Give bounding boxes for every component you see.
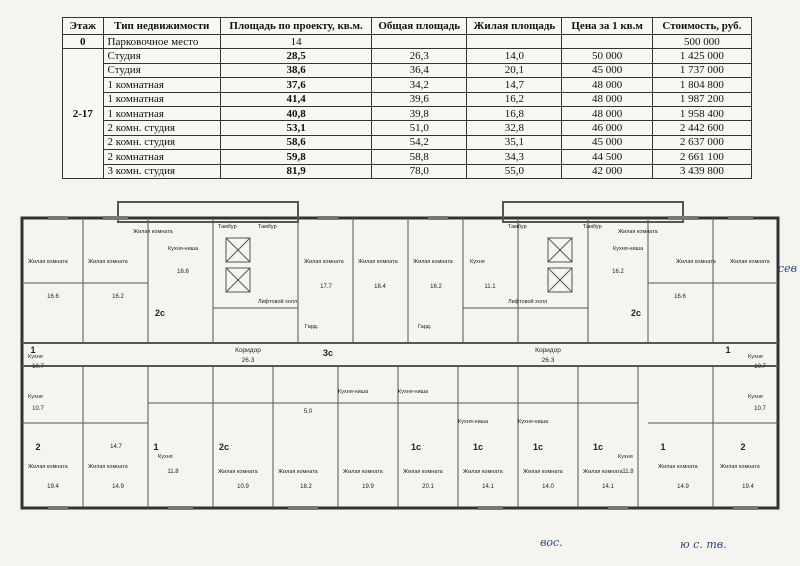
- cell-type: 2 комн. студия: [103, 135, 220, 149]
- cell-price-m2: 50 000: [562, 49, 652, 63]
- room-label: Тамбур: [258, 224, 277, 230]
- cell-type: 2 комнатная: [103, 150, 220, 164]
- room-area: 14.7: [110, 444, 122, 450]
- table-row: [63, 121, 752, 135]
- kitchen-area: 11.1: [484, 284, 496, 290]
- room-label: Жилая комната: [358, 259, 398, 265]
- room-label: Жилая комната: [278, 469, 318, 475]
- cell-price: 1 425 000: [652, 49, 751, 63]
- room-label: Жилая комната: [413, 259, 453, 265]
- room-label: Тамбур: [218, 224, 237, 230]
- room-label: Жилая комната: [88, 259, 128, 265]
- cell-total-area: 51,0: [372, 121, 467, 135]
- cell-living-area: 20,1: [467, 63, 562, 77]
- room-area: 16.2: [612, 269, 624, 275]
- room-area: 14.0: [542, 484, 554, 490]
- apt-code: 2с: [630, 308, 642, 318]
- room-label: Тамбур: [508, 224, 527, 230]
- room-label: Жилая комната: [133, 229, 173, 235]
- cell-total-area: 58,8: [372, 150, 467, 164]
- room-label: Кухня-ниша: [398, 389, 429, 395]
- room-label: Кухня: [28, 394, 43, 400]
- kitchen-area: 10.7: [754, 364, 766, 370]
- apt-code: 1с: [532, 442, 544, 452]
- cell-design-area: 40,8: [220, 106, 371, 120]
- room-label: Жилая комната: [403, 469, 443, 475]
- cell-floor-range: 2-17: [63, 49, 104, 179]
- handwritten-north: сев: [778, 262, 798, 275]
- room-label: Кухня-ниша: [338, 389, 369, 395]
- table-row: [63, 106, 752, 120]
- cell-type: Студия: [103, 63, 220, 77]
- cell-total-area: [372, 35, 467, 49]
- handwritten-east: вос.: [540, 536, 563, 549]
- cell-type: 1 комнатная: [103, 106, 220, 120]
- cell-price-m2: 45 000: [562, 63, 652, 77]
- cell-total-area: 78,0: [372, 164, 467, 178]
- table-row: [63, 150, 752, 164]
- cell-design-area: 38,6: [220, 63, 371, 77]
- cell-price-m2: 44 500: [562, 150, 652, 164]
- room-area: 19.4: [742, 484, 754, 490]
- room-label: Лифтовой холл: [258, 299, 298, 305]
- col-price: Стоимость, руб.: [652, 18, 751, 35]
- kitchen-area: 10.7: [754, 406, 766, 412]
- apt-code: 2: [35, 442, 41, 452]
- cell-living-area: 16,8: [467, 106, 562, 120]
- room-area: 16.6: [47, 294, 59, 300]
- col-design-area: Площадь по проекту, кв.м.: [220, 18, 371, 35]
- cell-type: 1 комнатная: [103, 92, 220, 106]
- cell-price: 1 737 000: [652, 63, 751, 77]
- cell-floor: 0: [63, 35, 104, 49]
- apt-code: 2с: [154, 308, 166, 318]
- room-area: 14.9: [112, 484, 124, 490]
- cell-design-area: 81,9: [220, 164, 371, 178]
- cell-total-area: 36,4: [372, 63, 467, 77]
- price-table: [62, 17, 752, 179]
- room-label: Жилая комната: [343, 469, 383, 475]
- apt-code: 2: [740, 442, 746, 452]
- cell-type: 1 комнатная: [103, 78, 220, 92]
- cell-total-area: 39,8: [372, 106, 467, 120]
- room-label: Кухня-ниша: [168, 246, 199, 252]
- cell-price-m2: 46 000: [562, 121, 652, 135]
- room-label: Жилая комната: [28, 259, 68, 265]
- room-label: Кухня-ниша: [613, 246, 644, 252]
- room-area: 14.9: [677, 484, 689, 490]
- room-label: Лифтовой холл: [508, 299, 548, 305]
- cell-design-area: 37,6: [220, 78, 371, 92]
- handwritten-south: ю с. тв.: [680, 538, 727, 551]
- kitchen-area: 5.0: [303, 409, 313, 415]
- corridor-label: Коридор: [235, 347, 261, 354]
- cell-price: 1 958 400: [652, 106, 751, 120]
- cell-price: 3 439 800: [652, 164, 751, 178]
- room-label: Жилая комната: [304, 259, 344, 265]
- apt-code: 1с: [410, 442, 422, 452]
- room-label: Жилая комната: [720, 464, 760, 470]
- cell-price-m2: [562, 35, 652, 49]
- cell-living-area: 35,1: [467, 135, 562, 149]
- apt-code: 1: [153, 442, 159, 452]
- apt-code: 2с: [218, 442, 230, 452]
- cell-total-area: 54,2: [372, 135, 467, 149]
- room-label: Жилая комната: [523, 469, 563, 475]
- room-label: Жилая комната: [583, 469, 623, 475]
- apt-code: 1: [725, 345, 731, 355]
- room-area: 16.2: [430, 284, 442, 290]
- room-label: Кухня: [470, 259, 485, 265]
- cell-price: 2 637 000: [652, 135, 751, 149]
- table-row: [63, 63, 752, 77]
- room-area: 14.1: [482, 484, 494, 490]
- apt-code: 3с: [322, 348, 334, 358]
- room-label: Кухня: [748, 354, 763, 360]
- table-row: [63, 135, 752, 149]
- cell-price: 2 442 600: [652, 121, 751, 135]
- table-row: [63, 78, 752, 92]
- room-label: Жилая комната: [730, 259, 770, 265]
- room-label: Кухня: [748, 394, 763, 400]
- room-label: Жилая комната: [218, 469, 258, 475]
- cell-price-m2: 45 000: [562, 135, 652, 149]
- corridor-area: 26.3: [541, 357, 555, 364]
- room-label: Кухня: [618, 454, 633, 460]
- room-area: 16.2: [112, 294, 124, 300]
- apt-code: 1с: [592, 442, 604, 452]
- cell-type: 3 комн. студия: [103, 164, 220, 178]
- corridor-area: 26.3: [241, 357, 255, 364]
- room-area: 18.4: [374, 284, 386, 290]
- cell-type: 2 комн. студия: [103, 121, 220, 135]
- col-price-m2: Цена за 1 кв.м: [562, 18, 652, 35]
- cell-price: 1 804 800: [652, 78, 751, 92]
- floor-plan: [8, 188, 792, 528]
- cell-design-area: 41,4: [220, 92, 371, 106]
- room-label: Жилая комната: [463, 469, 503, 475]
- room-label: Жилая комната: [88, 464, 128, 470]
- cell-price: 1 987 200: [652, 92, 751, 106]
- table-row: [63, 92, 752, 106]
- cell-price-m2: 48 000: [562, 106, 652, 120]
- cell-living-area: [467, 35, 562, 49]
- room-label: Кухня-ниша: [458, 419, 489, 425]
- room-area: 20.1: [422, 484, 434, 490]
- room-area: 14.1: [602, 484, 614, 490]
- table-header-row: [63, 18, 752, 35]
- cell-total-area: 26,3: [372, 49, 467, 63]
- cell-living-area: 14,0: [467, 49, 562, 63]
- cell-design-area: 59,8: [220, 150, 371, 164]
- table-row: [63, 164, 752, 178]
- kitchen-area: 10.7: [32, 406, 44, 412]
- room-label: Жилая комната: [618, 229, 658, 235]
- table-row: [63, 49, 752, 63]
- col-floor: Этаж: [63, 18, 104, 35]
- cell-total-area: 39,6: [372, 92, 467, 106]
- cell-living-area: 34,3: [467, 150, 562, 164]
- room-label: Кухня: [28, 354, 43, 360]
- room-label: Жилая комната: [676, 259, 716, 265]
- col-living-area: Жилая площадь: [467, 18, 562, 35]
- cell-total-area: 34,2: [372, 78, 467, 92]
- col-total-area: Общая площадь: [372, 18, 467, 35]
- kitchen-area: 10.7: [32, 364, 44, 370]
- table-row-parking: [63, 35, 752, 49]
- room-area: 19.4: [47, 484, 59, 490]
- room-label: Гард.: [418, 324, 432, 330]
- col-type: Тип недвижимости: [103, 18, 220, 35]
- corridor-label: Коридор: [535, 347, 561, 354]
- cell-living-area: 55,0: [467, 164, 562, 178]
- cell-type: Парковочное место: [103, 35, 220, 49]
- cell-design-area: 58,6: [220, 135, 371, 149]
- room-label: Кухня: [158, 454, 173, 460]
- kitchen-area: 11.8: [622, 469, 634, 475]
- room-area: 10.9: [237, 484, 249, 490]
- cell-price: 500 000: [652, 35, 751, 49]
- cell-price-m2: 48 000: [562, 92, 652, 106]
- room-area: 17.7: [320, 284, 332, 290]
- room-area: 16.6: [177, 269, 189, 275]
- room-area: 18.2: [300, 484, 312, 490]
- room-area: 16.6: [674, 294, 686, 300]
- room-label: Гард.: [305, 324, 319, 330]
- cell-living-area: 32,8: [467, 121, 562, 135]
- room-label: Кухня-ниша: [518, 419, 549, 425]
- room-area: 19.9: [362, 484, 374, 490]
- room-label: Жилая комната: [28, 464, 68, 470]
- cell-price-m2: 48 000: [562, 78, 652, 92]
- apt-code: 1: [30, 345, 36, 355]
- cell-living-area: 16,2: [467, 92, 562, 106]
- cell-type: Студия: [103, 49, 220, 63]
- apt-code: 1с: [472, 442, 484, 452]
- cell-living-area: 14,7: [467, 78, 562, 92]
- cell-price-m2: 42 000: [562, 164, 652, 178]
- cell-design-area: 53,1: [220, 121, 371, 135]
- cell-price: 2 661 100: [652, 150, 751, 164]
- cell-design-area: 28,5: [220, 49, 371, 63]
- room-label: Жилая комната: [658, 464, 698, 470]
- room-label: Тамбур: [583, 224, 602, 230]
- apt-code: 1: [660, 442, 666, 452]
- kitchen-area: 11.8: [167, 469, 179, 475]
- cell-design-area: 14: [220, 35, 371, 49]
